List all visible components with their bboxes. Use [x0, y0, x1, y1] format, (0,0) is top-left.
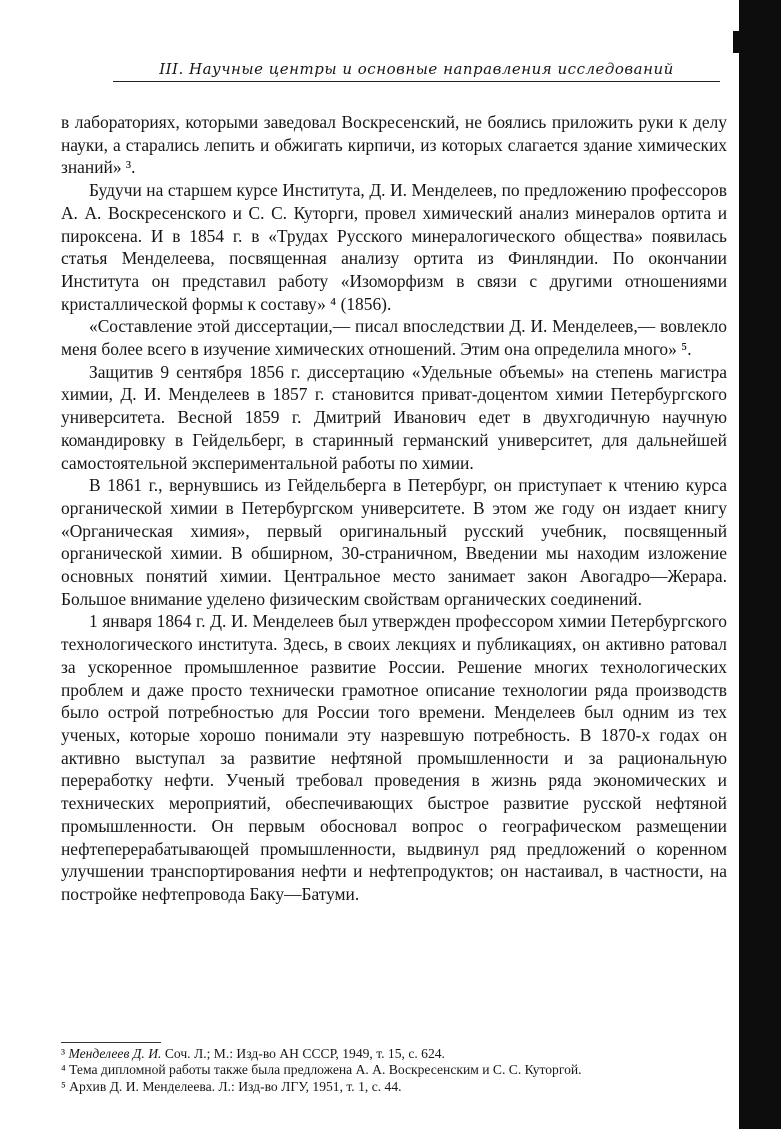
footnote-number: ³ — [61, 1046, 66, 1061]
footnote-author: Менделеев Д. И. — [68, 1046, 162, 1061]
footnote-text: Тема дипломной работы также была предложена А. А. Воскресенским и С. С. Куторгой. — [65, 1062, 582, 1078]
page-edge-shadow — [739, 0, 781, 1129]
footnote-3 — [61, 1046, 727, 1062]
footnote-number: ⁴ — [61, 1062, 66, 1078]
main-text — [61, 111, 727, 906]
paragraph-5: В 1861 г., вернувшись из Гейдельберга в Петербург, он приступает к чтению курса органической химии в Петербургском университете. В этом же году он издает книгу «Органическая химия», первый оригинальный русский учебник, посвященный органической химии. В обширном, 30-страничном, Введении мы находим изложение основных понятий химии. Центральное место занимает закон Авогадро—Жерара. Большое внимание уделено физическим свойствам органических соединений. — [61, 475, 727, 609]
paragraph-6: 1 января 1864 г. Д. И. Менделеев был утвержден профессором химии Петербургского технологического института. Здесь, в своих лекциях и публикациях, он активно ратовал за ускоренное промышленное развитие России. Решение многих технологических проблем и даже просто технически грамотное описание технологии ряда производств было острой потребностью для России того времени. Менделеев был одним из тех ученых, которые хорошо понимали эту назревшую потребность. В 1870-х годах он активно выступал за развитие нефтяной промышленности и за рациональную переработку нефти. Ученый требовал проведения в жизнь ряда экономических и технических мероприятий, обеспечивающих быстрое развитие русской нефтяной промышленности. Он первым обосновал вопрос о географическом размещении нефтеперерабатывающей промышленности, выдвинул ряд предложений о коренном улучшении транспортирования нефти и нефтепродуктов; он настаивал, в частности, на постройке нефтепровода Баку—Батуми. — [61, 611, 727, 904]
page-edge-notch — [733, 31, 743, 53]
running-header: III. Научные центры и основные направления исследований — [113, 60, 720, 82]
footnote-text: Архив Д. И. Менделеева. Л.: Изд-во ЛГУ, 1951, т. 1, с. 44. — [65, 1078, 402, 1094]
paragraph-4: Защитив 9 сентября 1856 г. диссертацию «Удельные объемы» на степень магистра химии, Д. И. Менделеев в 1857 г. становится приват-доцентом химии Петербургского университета. Весной 1859 г. Дмитрий Иванович едет в двухгодичную научную командировку в Гейдельберг, в старинный германский университет, для дальнейшей самостоятельной экспериментальной работы по химии. — [61, 361, 727, 473]
paragraph-3: «Составление этой диссертации,— писал впоследствии Д. И. Менделеев,— вовлекло меня более всего в изучение химических отношений. Этим она определила много» ⁵. — [61, 316, 727, 360]
footnote-text: Соч. Л.; М.: Изд-во АН СССР, 1949, т. 15, с. 624. — [161, 1046, 445, 1061]
footnote-4 — [61, 1062, 727, 1078]
footnotes — [61, 1046, 727, 1095]
footnote-separator — [61, 1042, 161, 1043]
footnote-number: ⁵ — [61, 1078, 66, 1094]
paragraph-1: в лабораториях, которыми заведовал Воскресенский, не боялись приложить руки к делу науки, а старались лепить и обжигать кирпичи, из которых слагается здание химических знаний» ³. — [61, 112, 727, 178]
paragraph-2: Будучи на старшем курсе Института, Д. И. Менделеев, по предложению профессоров А. А. Воскресенского и С. С. Куторги, провел химический анализ минералов ортита и пироксена. И в 1854 г. в «Трудах Русского минералогического общества» появилась статья Менделеева, посвященная анализу ортита из Финляндии. По окончании Института он представил работу «Изоморфизм в связи с другими отношениями кристаллической формы к составу» ⁴ (1856). — [61, 180, 727, 314]
footnote-5 — [61, 1079, 727, 1095]
